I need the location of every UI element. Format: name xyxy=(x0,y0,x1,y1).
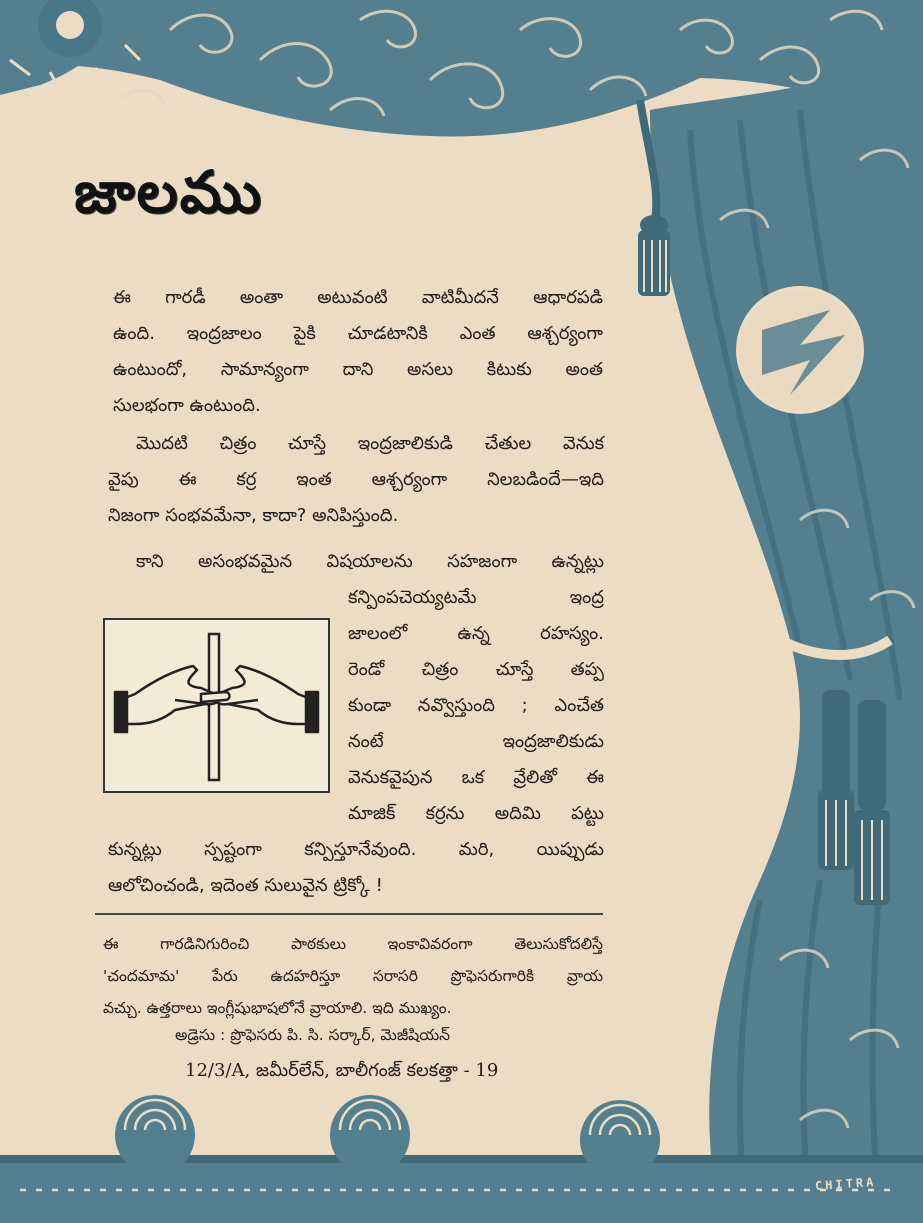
moon-emblem xyxy=(736,286,864,414)
text-line: మాజిక్ కర్రను అదిమి పట్టు xyxy=(348,803,604,824)
text-line: ఈ గారడీ అంతా అటువంటి వాటిమీదనే ఆధారపడి xyxy=(113,287,603,308)
text-line: కున్నట్లు స్పష్టంగా కన్పిస్తూనేవుంది. మరి, యిప్పుడు xyxy=(108,839,604,860)
text-line: ఉంటుందో, సామాన్యంగా దాని అసలు కిటుకు అంత xyxy=(113,359,603,380)
paragraph-3-side xyxy=(348,580,604,832)
page-title: జాలము xyxy=(74,158,264,226)
paragraph-2 xyxy=(108,426,604,534)
note-line: వచ్చు. ఉత్తరాలు ఇంగ్లీషుభాషలోనే వ్రాయాలి. ఇది ముఖ్యం. xyxy=(103,999,452,1017)
text-line: కన్పింపచెయ్యటమే ఇంద్ర xyxy=(348,587,604,608)
note-line: ఈ గారడినిగురించి పాఠకులు ఇంకావివరంగా తెలుసుకోదలిస్తే xyxy=(103,935,603,953)
pressing-finger xyxy=(201,692,230,702)
reader-note xyxy=(103,928,603,1024)
text-line: వెనుకవైపున ఒక వ్రేలితో ఈ xyxy=(348,767,604,788)
text-line: ఆలోచించండి, ఇదెంత సులువైన ట్రిక్కో ! xyxy=(108,875,383,896)
note-line: 'చందమామ' పేరు ఉదహరిస్తూ సరాసరి ప్రొఫెసరుగారికి వ్రాయ xyxy=(103,967,603,985)
paragraph-1 xyxy=(113,280,603,424)
artist-signature: CHITRA xyxy=(814,1174,877,1194)
text-line: మొదటి చిత్రం చూస్తే ఇంద్రజాలికుడి చేతుల వెనుక xyxy=(136,433,604,454)
magic-stick xyxy=(209,634,219,780)
text-line: కాని అసంభవమైన విషయాలను సహజంగా ఉన్నట్లు xyxy=(136,551,604,572)
text-line: ఉంది. ఇంద్రజాలం పైకి చూడటానికి ఎంత ఆశ్చర్యంగా xyxy=(113,323,603,344)
text-line: రెండో చిత్రం చూస్తే తప్ప xyxy=(348,659,604,680)
text-line: సులభంగా ఉంటుంది. xyxy=(113,395,261,416)
magic-trick-figure xyxy=(103,618,330,793)
paragraph-3-lead xyxy=(108,544,604,580)
text-line: వైపు ఈ కర్ర ఇంత ఆశ్చర్యంగా నిలబడిందే—ఇది xyxy=(108,469,604,490)
right-hand-icon xyxy=(214,666,318,732)
text-line: నిజంగా సంభవమేనా, కాదా? అనిపిస్తుంది. xyxy=(108,505,399,526)
address-line-1: అడ్రెసు : ప్రొఫెసరు పి. సి. సర్కార్, మెజీషియన్ xyxy=(175,1026,451,1044)
divider xyxy=(95,913,603,915)
text-line: నంటే ఇంద్రజాలికుడు xyxy=(348,731,604,752)
text-line: జాలంలో ఉన్న రహస్యం. xyxy=(348,623,604,644)
paragraph-3-end xyxy=(108,832,604,904)
address-line-2: 12/3/A, జమీర్‌లేన్, బాలీగంజ్ కలకత్తా - 19 xyxy=(185,1060,499,1081)
text-line: కుండా నవ్వొస్తుంది ; ఎంచేత xyxy=(348,695,604,716)
